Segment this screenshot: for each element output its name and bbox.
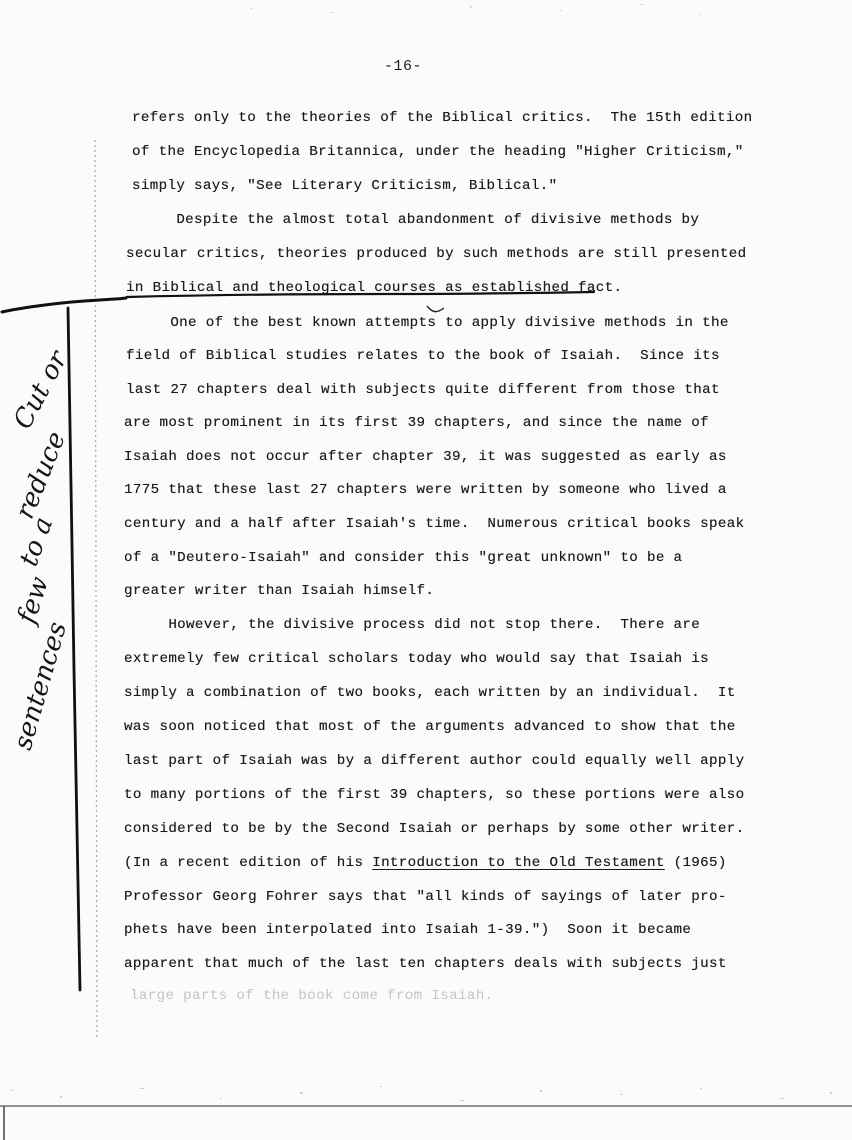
body-line: greater writer than Isaiah himself. (124, 583, 435, 599)
body-line: One of the best known attempts to apply divisive methods in the (126, 315, 729, 331)
body-line: secular critics, theories produced by such methods are still presented (126, 246, 747, 262)
faint-bottom-line: large parts of the book come from Isaiah. (130, 988, 494, 1004)
body-line: apparent that much of the last ten chapters deals with subjects just (124, 956, 727, 972)
body-line: century and a half after Isaiah's time. Numerous critical books speak (124, 516, 745, 532)
body-line: to many portions of the first 39 chapters, so these portions were also (124, 787, 745, 803)
body-line: in Biblical and theological courses as established fact. (126, 280, 623, 296)
body-line: are most prominent in its first 39 chapters, and since the name of (124, 415, 710, 431)
body-line: simply a combination of two books, each written by an individual. It (124, 685, 736, 701)
margin-note-word: few (12, 573, 56, 628)
handwritten-cut-line (126, 289, 596, 301)
body-line: However, the divisive process did not stop there. There are (124, 617, 701, 633)
book-title: Introduction to the Old Testament (372, 855, 665, 871)
body-line: Despite the almost total abandonment of divisive methods by (132, 212, 700, 228)
margin-note-word: Cut or (8, 346, 74, 435)
body-line-segment: (1965) (664, 855, 727, 871)
body-line: of the Encyclopedia Britannica, under the heading "Higher Criticism," (132, 144, 744, 160)
scan-noise-top (0, 0, 852, 30)
scan-noise-bottom (0, 1070, 852, 1140)
body-line: last 27 chapters deal with subjects quite different from those that (126, 382, 720, 398)
body-line: simply says, "See Literary Criticism, Biblical." (132, 178, 558, 194)
margin-note-word: reduce (10, 427, 72, 524)
body-line: of a "Deutero-Isaiah" and consider this "great unknown" to be a (124, 550, 683, 566)
margin-note-word: to a (14, 513, 60, 571)
body-line: phets have been interpolated into Isaiah 1-39.") Soon it became (124, 922, 692, 938)
body-line: was soon noticed that most of the arguments advanced to show that the (124, 719, 736, 735)
body-line: Professor Georg Fohrer says that "all kinds of sayings of later pro- (124, 889, 727, 905)
body-line: field of Biblical studies relates to the book of Isaiah. Since its (126, 348, 720, 364)
body-line-segment: (In a recent edition of his (124, 855, 373, 871)
body-line: 1775 that these last 27 chapters were written by someone who lived a (124, 482, 727, 498)
body-line: considered to be by the Second Isaiah or perhaps by some other writer. (124, 821, 745, 837)
handwritten-caret (424, 302, 448, 320)
margin-note-word: sentences (8, 618, 74, 754)
body-line (124, 855, 727, 871)
body-line: Isaiah does not occur after chapter 39, it was suggested as early as (124, 449, 727, 465)
page-number: -16- (384, 58, 423, 75)
body-line: last part of Isaiah was by a different author could equally well apply (124, 753, 745, 769)
body-line: refers only to the theories of the Biblical critics. The 15th edition (132, 110, 753, 126)
body-line: extremely few critical scholars today who would say that Isaiah is (124, 651, 710, 667)
